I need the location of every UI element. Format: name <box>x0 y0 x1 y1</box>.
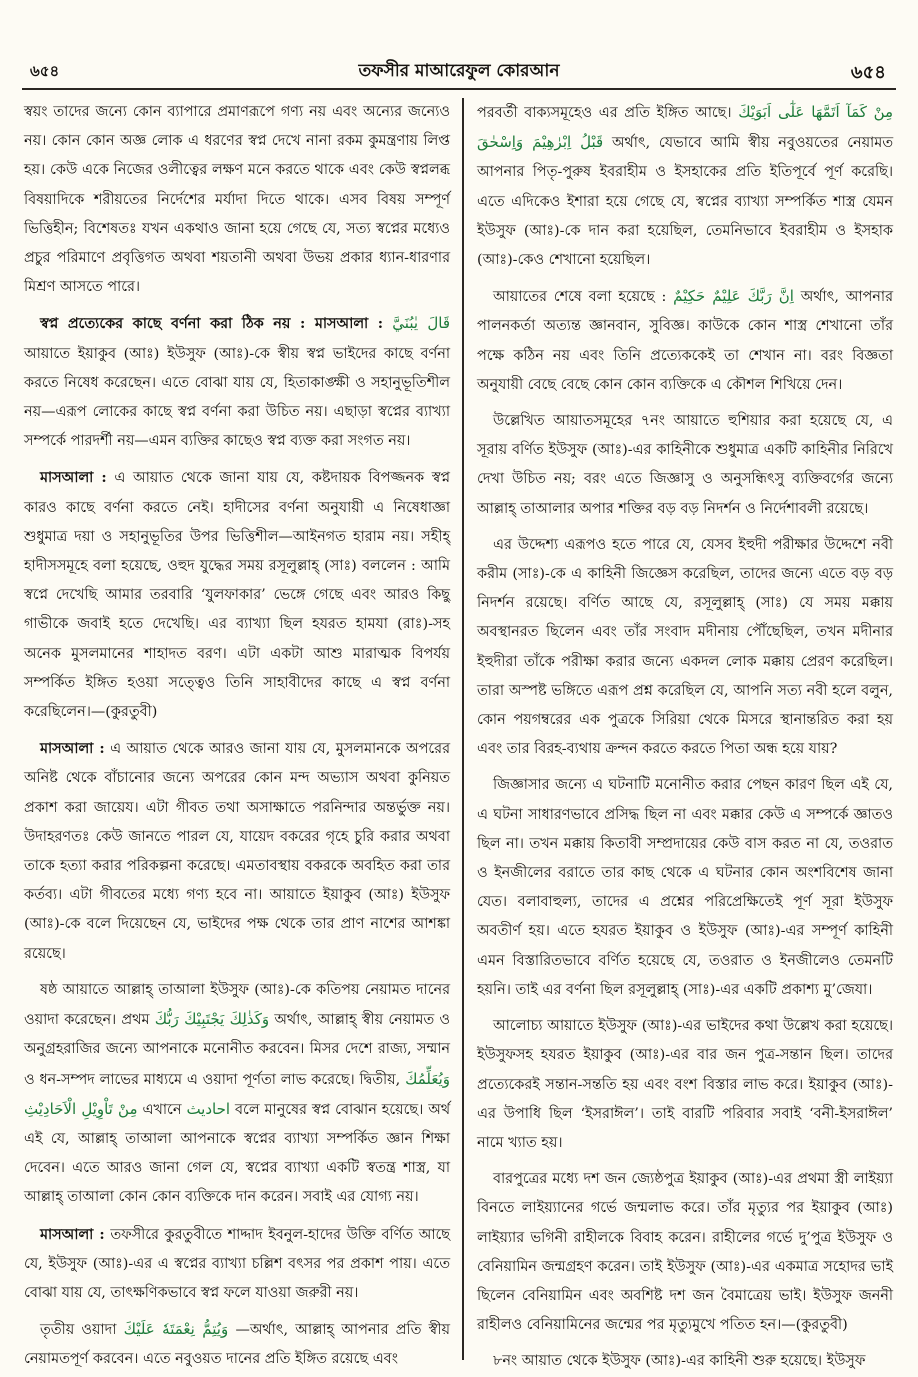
page-number-left: ৬৫৪ <box>30 62 60 80</box>
page-header <box>22 48 896 90</box>
arabic-verse: وَيُتِمُّ نِعْمَتَهٗ عَلَيْكَ <box>123 1320 229 1339</box>
paragraph: আয়াতের শেষে বলা হয়েছে : اِنَّ رَبَّكَ عَلِيْمٌ حَكِيْمٌ অর্থাৎ, আপনার পালনকর্তা অত্যন্ত জ্ঞানবান, সুবিজ্ঞ। কাউকে কোন শাস্ত্র শেখানো তাঁর পক্ষে কঠিন নয় এবং তিনি প্রত্যেককেই তা শেখান না। বরং বিজ্ঞতা অনুযায়ী বেছে বেছে কোন কোন ব্যক্তিকে এ কৌশল শিখিয়ে দেন। <box>477 287 893 393</box>
running-title: তফসীর মাআরেফুল কোরআন <box>358 61 560 81</box>
arabic-verse: قَالَ يٰبُنَيَّ <box>392 314 451 333</box>
arabic-verse: كَمَآ اَتَمَّهَا عَلٰٓى اَبَوَيْكَ <box>738 103 867 121</box>
arabic-word: احاديث <box>186 1099 231 1118</box>
arabic-verse: اِنَّ رَبَّكَ عَلِيْمٌ حَكِيْمٌ <box>673 287 794 306</box>
paragraph: স্বপ্ন প্রত্যেকের কাছে বর্ণনা করা ঠিক নয় : মাসআলা : قَالَ يٰبُنَيَّ আয়াতে ইয়াকুব (আঃ) ইউসুফ (আঃ)-কে স্বীয় স্বপ্ন ভাইদের কাছে বর্ণনা করতে নিষেধ করেছেন। এতে বোঝা যায় যে, হিতাকাঙ্ক্ষী ও সহানুভূতিশীল নয়—এরূপ লোকের কাছে স্বপ্ন বর্ণনা করা উচিত নয়। এছাড়া স্বপ্নের ব্যাখ্যা সম্পর্কে পারদর্শী নয়—এমন ব্যক্তির কাছেও স্বপ্ন ব্যক্ত করা সংগত নয়। <box>24 314 451 450</box>
masala-heading: মাসআলা : <box>40 740 105 758</box>
arabic-verse: وَيُعَلِّمُكَ مِنْ تَاْوِيْلِ الْاَحَادِيْثِ <box>24 1069 451 1118</box>
paragraph: স্বয়ং তাদের জন্যে কোন ব্যাপারে প্রমাণরূপে গণ্য নয় এবং অন্যের জন্যেও নয়। কোন কোন অজ্ঞ লোক এ ধরণের স্বপ্ন দেখে নানা রকম কুমন্ত্রণায় লিপ্ত হয়। কেউ একে নিজের ওলীত্বের লক্ষণ মনে করতে থাকে এবং কেউ স্বপ্নলব্ধ বিষয়াদিকে শরীয়তের নির্দেশের মর্যাদা দিতে থাকে। এসব বিষয় সম্পূর্ণ ভিত্তিহীন; বিশেষতঃ যখন একথাও জানা হয়ে গেছে যে, সত্য স্বপ্নের মধ্যেও প্রচুর পরিমাণে প্রবৃত্তিগত অথবা শয়তানী অথবা উভয় প্রকার ধ্যান-ধারণার মিশ্রণ আসতে পারে। <box>24 104 450 296</box>
paragraph: ৮নং আয়াত থেকে ইউসুফ (আঃ)-এর কাহিনী শুরু হয়েছে। ইউসুফ <box>493 1353 866 1370</box>
masala-heading: মাসআলা : <box>40 1225 105 1243</box>
paragraph: মাসআলা : এ আয়াত থেকে আরও জানা যায় যে, মুসলমানকে অপরের অনিষ্ট থেকে বাঁচানোর জন্যে অপরের কোন মন্দ অভ্যাস অথবা কুনিয়ত প্রকাশ করা জায়েয। এটা গীবত তথা অসাক্ষাতে পরনিন্দার অন্তর্ভুক্ত নয়। উদাহরণতঃ কেউ জানতে পারল যে, যায়েদ বকরের গৃহে চুরি করার অথবা তাকে হত্যা করার পরিকল্পনা করেছে। এমতাবস্থায় বকরকে অবহিত করা তার কর্তব্য। এটা গীবতের মধ্যে গণ্য হবে না। আয়াতে ইয়াকুব (আঃ) ইউসুফ (আঃ)-কে বলে দিয়েছেন যে, ভাইদের পক্ষ থেকে তার প্রাণ নাশের আশঙ্কা রয়েছে। <box>24 740 450 962</box>
arabic-verse: وَكَذٰلِكَ يَجْتَبِيْكَ رَبُّكَ <box>154 1010 270 1029</box>
paragraph: আলোচ্য আয়াতে ইউসুফ (আঃ)-এর ভাইদের কথা উল্লেখ করা হয়েছে। ইউসুফসহ হযরত ইয়াকুব (আঃ)-এর বার জন পুত্র-সন্তান ছিল। তাদের প্রত্যেকেরই সন্তান-সন্ততি হয় এবং বংশ বিস্তার লাভ করে। ইয়াকুব (আঃ)-এর উপাধি ছিল ‘ইসরাঈল’। তাই বারটি পরিবার সবাই ‘বনী-ইসরাঈল’ নামে খ্যাত হয়। <box>477 1018 893 1151</box>
paragraph: তৃতীয় ওয়াদা وَيُتِمُّ نِعْمَتَهٗ عَلَيْكَ —অর্থাৎ, আল্লাহ্ আপনার প্রতি স্বীয় নেয়ামতপূর্ণ করবেন। এতে নবুওয়ত দানের প্রতি ইঙ্গিত রয়েছে এবং <box>24 1320 451 1368</box>
left-column <box>24 98 451 1368</box>
arabic-verse: مِنْ قَبْلُ اِبْرٰهِيْمَ وَاِسْحٰقَ <box>477 103 894 152</box>
paragraph: ষষ্ঠ আয়াতে আল্লাহ্ তাআলা ইউসুফ (আঃ)-কে কতিপয় নেয়ামত দানের ওয়াদা করেছেন। প্রথম وَكَذٰلِكَ يَجْتَبِيْكَ رَبُّكَ অর্থাৎ, আল্লাহ্ স্বীয় নেয়ামত ও অনুগ্রহরাজির জন্যে আপনাকে মনোনীত করবেন। মিসর দেশে রাজ্য, সম্মান ও ধন-সম্পদ লাভের মাধ্যমে এ ওয়াদা পূর্ণতা লাভ করেছে। দ্বিতীয়, وَيُعَلِّمُكَ مِنْ تَاْوِيْلِ الْاَحَادِيْثِ এখানে احاديث বলে মানুষের স্বপ্ন বোঝান হয়েছে। অর্থ এই যে, আল্লাহ্ তাআলা আপনাকে স্বপ্নের ব্যাখ্যা সম্পর্কিত জ্ঞান শিক্ষা দেবেন। এতে আরও জানা গেল যে, স্বপ্নের ব্যাখ্যা একটি স্বতন্ত্র শাস্ত্র, যা আল্লাহ্ তাআলা কোন কোন ব্যক্তিকে দান করেন। সবাই এর যোগ্য নয়। <box>24 981 451 1206</box>
paragraph: এর উদ্দেশ্য এরূপও হতে পারে যে, যেসব ইহুদী পরীক্ষার উদ্দেশে নবী করীম (সাঃ)-কে এ কাহিনী জিজ্ঞেস করেছিল, তাদের জন্যে এতে বড় বড় নিদর্শন রয়েছে। বর্ণিত আছে যে, রসূলুল্লাহ্ (সাঃ) যে সময় মক্কায় অবস্থানরত ছিলেন এবং তাঁর সংবাদ মদীনায় পৌঁছেছিল, তখন মদীনার ইহুদীরা তাঁকে পরীক্ষা করার জন্যে একদল লোক মক্কায় প্রেরণ করেছিল। তারা অস্পষ্ট ভঙ্গিতে এরূপ প্রশ্ন করেছিল যে, আপনি সত্য নবী হলে বলুন, কোন পয়গম্বরের এক পুত্রকে সিরিয়া থেকে মিসরে স্থানান্তরিত করা হয় এবং তার বিরহ-ব্যথায় ক্রন্দন করতে করতে পিতা অন্ধ হয়ে যায়? <box>477 536 893 758</box>
section-heading: স্বপ্ন প্রত্যেকের কাছে বর্ণনা করা ঠিক নয় : মাসআলা : <box>40 315 384 333</box>
column-divider <box>462 98 464 1360</box>
paragraph: পরবর্তী বাক্যসমূহেও এর প্রতি ইঙ্গিত আছে। كَمَآ اَتَمَّهَا عَلٰٓى اَبَوَيْكَ مِنْ قَبْلُ اِبْرٰهِيْمَ وَاِسْحٰقَ অর্থাৎ, যেভাবে আমি স্বীয় নবুওয়তের নেয়ামত আপনার পিতৃ-পুরুষ ইবরাহীম ও ইসহাকের প্রতি ইতিপূর্বে পূর্ণ করেছি। এতে এদিকেও ইশারা হয়ে গেছে যে, স্বপ্নের ব্যাখ্যা সম্পর্কিত শাস্ত্র যেমন ইউসুফ (আঃ)-কে দান করা হয়েছিল, তেমনিভাবে ইবরাহীম ও ইসহাক (আঃ)-কেও শেখানো হয়েছিল। <box>477 103 894 269</box>
page-number-right: ৬৫৪ <box>850 62 886 83</box>
paragraph: বারপুত্রের মধ্যে দশ জন জ্যেষ্ঠপুত্র ইয়াকুব (আঃ)-এর প্রথমা স্ত্রী লাইয়্যা বিনতে লাইয়্যানের গর্ভে জন্মলাভ করে। তাঁর মৃত্যুর পর ইয়াকুব (আঃ) লাইয়্যার ভগিনী রাহীলকে বিবাহ করেন। রাহীলের গর্ভে দু’পুত্র ইউসুফ ও বেনিয়ামিন জন্মগ্রহণ করেন। তাই ইউসুফ (আঃ)-এর একমাত্র সহোদর ভাই ছিলেন বেনিয়ামিন এবং অবশিষ্ট দশ জন বৈমাত্রেয় ভাই। ইউসুফ জননী রাহীলও বেনিয়ামিনের জন্মের পর মৃত্যুমুখে পতিত হন।—(কুরতুবী) <box>477 1171 893 1334</box>
paragraph: মাসআলা : এ আয়াত থেকে জানা যায় যে, কষ্টদায়ক বিপজ্জনক স্বপ্ন কারও কাছে বর্ণনা করতে নেই। হাদীসের বর্ণনা অনুযায়ী এ নিষেধাজ্ঞা শুধুমাত্র দয়া ও সহানুভূতির উপর ভিত্তিশীল—আইনগত হারাম নয়। সহীহ্ হাদীসসমূহে বলা হয়েছে, ওহুদ যুদ্ধের সময় রসূলুল্লাহ্ (সাঃ) বললেন : আমি স্বপ্নে দেখেছি আমার তরবারি ‘যুলফাকার’ ভেঙ্গে গেছে এবং আরও কিছু গাভীকে জবাই হতে দেখেছি। এর ব্যাখ্যা ছিল হযরত হামযা (রাঃ)-সহ অনেক মুসলমানের শাহাদত বরণ। এটা একটা আশু মারাত্মক বিপর্যয় সম্পর্কিত ইঙ্গিত হওয়া সত্ত্বেও তিনি সাহাবীদের কাছে এ স্বপ্ন বর্ণনা করেছিলেন।—(কুরতুবী) <box>24 469 450 721</box>
paragraph: উল্লেখিত আয়াতসমূহের ৭নং আয়াতে হুশিয়ার করা হয়েছে যে, এ সূরায় বর্ণিত ইউসুফ (আঃ)-এর কাহিনীকে শুধুমাত্র একটি কাহিনীর নিরিখে দেখা উচিত নয়; বরং এতে জিজ্ঞাসু ও অনুসন্ধিৎসু ব্যক্তিবর্গের জন্যে আল্লাহ্ তাআলার অপার শক্তির বড় বড় নিদর্শন ও নির্দেশাবলী রয়েছে। <box>477 413 893 517</box>
right-column <box>477 98 894 1370</box>
paragraph: জিজ্ঞাসার জন্যে এ ঘটনাটি মনোনীত করার পেছন কারণ ছিল এই যে, এ ঘটনা সাধারণভাবে প্রসিদ্ধ ছিল না এবং মক্কার কেউ এ সম্পর্কে জ্ঞাতও ছিল না। তখন মক্কায় কিতাবী সম্প্রদায়ের কেউ বাস করত না যে, তওরাত ও ইনজীলের বরাতে তার কাছ থেকে এ ঘটনার কোন অংশবিশেষ জানা যেত। বলাবাহুল্য, তাদের এ প্রশ্নের পরিপ্রেক্ষিতেই পূর্ণ সূরা ইউসুফ অবতীর্ণ হয়। এতে হযরত ইয়াকুব ও ইউসুফ (আঃ)-এর সম্পূর্ণ কাহিনী এমন বিস্তারিতভাবে বর্ণিত হয়েছে যে, তওরাত ও ইনজীলেও তেমনটি হয়নি। তাই এর বর্ণনা ছিল রসূলুল্লাহ্ (সাঃ)-এর একটি প্রকাশ্য মু’জেযা। <box>477 777 893 998</box>
masala-heading: মাসআলা : <box>40 469 107 487</box>
paragraph: মাসআলা : তফসীরে কুরতুবীতে শাদ্দাদ ইবনুল-হাদের উক্তি বর্ণিত আছে যে, ইউসুফ (আঃ)-এর এ স্বপ্নের ব্যাখ্যা চল্লিশ বৎসর পর প্রকাশ পায়। এতে বোঝা যায় যে, তাৎক্ষণিকভাবে স্বপ্ন ফলে যাওয়া জরুরী নয়। <box>24 1225 450 1301</box>
